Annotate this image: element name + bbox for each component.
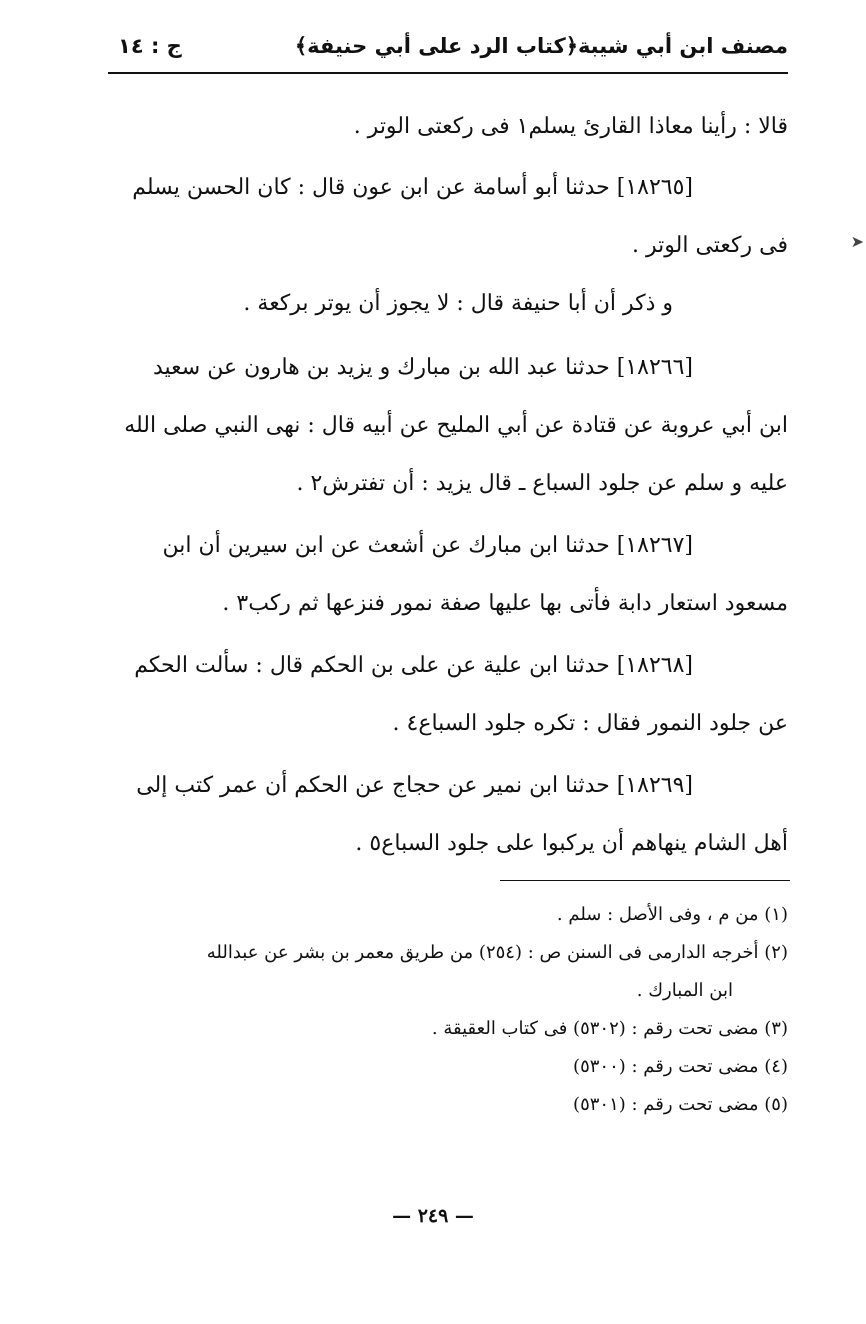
- footnotes: [88, 896, 788, 1124]
- footnote: (١) من م ، وفى الأصل : سلم .: [556, 904, 788, 925]
- footnote: (٤) مضى تحت رقم : (٥٣٠٠): [573, 1056, 788, 1077]
- text-line: عليه و سلم عن جلود السباع ـ قال يزيد : أن تفترش٢ .: [296, 471, 788, 496]
- footnote: (٣) مضى تحت رقم : (٥٣٠٢) فى كتاب العقيقة .: [431, 1018, 788, 1039]
- text-line: مسعود استعار دابة فأتى بها عليها صفة نمور فنزعها ثم ركب٣ .: [222, 591, 788, 616]
- footnote-continuation: ابن المبارك .: [636, 980, 733, 1001]
- header-volume: ج : ١٤: [118, 34, 182, 58]
- footnote: (٥) مضى تحت رقم : (٥٣٠١): [573, 1094, 788, 1115]
- text-line: [١٨٢٦٧] حدثنا ابن مبارك عن أشعث عن ابن سيرين أن ابن: [162, 533, 693, 558]
- text-line: و ذكر أن أبا حنيفة قال : لا يجوز أن يوتر بركعة .: [243, 291, 673, 316]
- page-number: — ٢٤٩ —: [392, 1205, 474, 1227]
- text-line: ابن أبي عروبة عن قتادة عن أبي المليح عن أبيه قال : نهى النبي صلى الله: [124, 413, 788, 438]
- footnote-divider: [500, 880, 790, 881]
- text-line: عن جلود النمور فقال : تكره جلود السباع٤ .: [392, 711, 788, 736]
- header-title: مصنف ابن أبي شيبة: [577, 34, 788, 58]
- margin-arrow-icon: ➤: [850, 232, 864, 251]
- text-line: [١٨٢٦٩] حدثنا ابن نمير عن حجاج عن الحكم أن عمر كتب إلى: [136, 773, 693, 798]
- text-line: [١٨٢٦٦] حدثنا عبد الله بن مبارك و يزيد بن هارون عن سعيد: [152, 355, 693, 380]
- footnote: (٢) أخرجه الدارمى فى السنن ص : (٢٥٤) من طريق معمر بن بشر عن عبدالله: [206, 942, 788, 963]
- text-line: [١٨٢٦٨] حدثنا ابن علية عن على بن الحكم قال : سألت الحكم: [134, 653, 693, 678]
- running-header: [108, 28, 788, 74]
- text-line: أهل الشام ينهاهم أن يركبوا على جلود السباع٥ .: [355, 831, 788, 856]
- header-book-title: ﴿كتاب الرد على أبي حنيفة﴾: [294, 34, 578, 58]
- text-line: فى ركعتى الوتر .: [632, 233, 788, 258]
- text-line: [١٨٢٦٥] حدثنا أبو أسامة عن ابن عون قال : كان الحسن يسلم: [132, 175, 693, 200]
- text-line: قالا : رأينا معاذا القارئ يسلم١ فى ركعتى الوتر .: [353, 114, 788, 139]
- main-text: [112, 98, 788, 873]
